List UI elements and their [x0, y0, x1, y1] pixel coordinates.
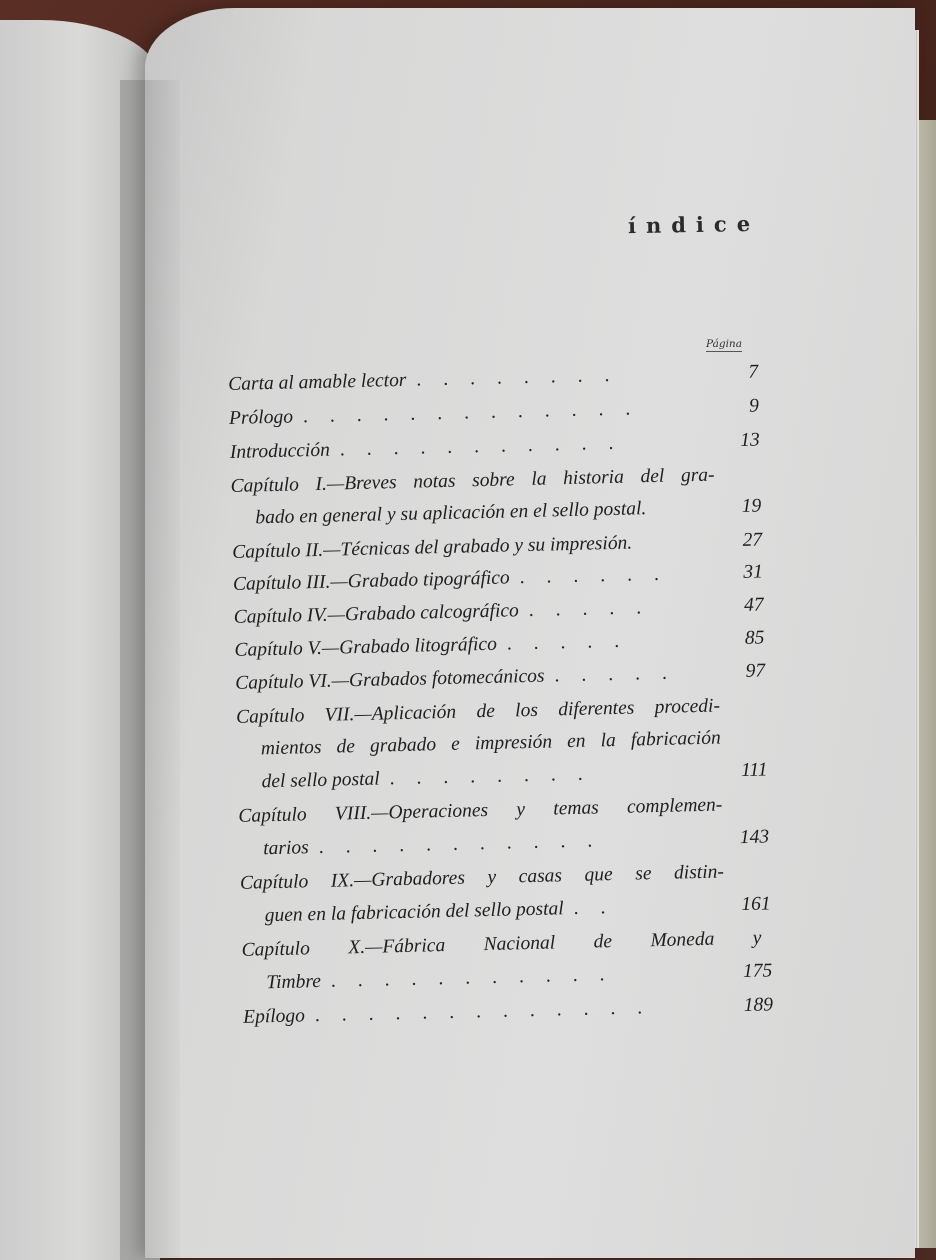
- toc-entry-text: Capítulo IX.—Grabadores y casas que se distin-: [239, 861, 725, 894]
- page-title: índice: [627, 210, 761, 239]
- toc-entry-page: 13: [739, 429, 760, 451]
- toc-entry-text: Capítulo V.—Grabado litográfico: [234, 633, 498, 661]
- toc-entry-text: Epílogo: [242, 1005, 306, 1028]
- leader-dots: [646, 512, 721, 514]
- toc-entry-page: 47: [743, 594, 764, 616]
- toc-entry-text: Capítulo I.—Breves notas sobre la historia del gra-: [230, 464, 715, 497]
- toc-entry-page: 143: [739, 826, 770, 849]
- toc-entry-text: guen en la fabricación del sello postal: [264, 898, 564, 927]
- page-column-label: Página: [706, 338, 742, 350]
- leader-dots: ........: [416, 364, 632, 391]
- leader-dots: ...........: [330, 963, 627, 992]
- toc-entry-page: 7: [748, 361, 759, 383]
- toc-entry-text: Capítulo VI.—Grabados fotomecánicos: [235, 665, 545, 694]
- leader-dots: ......: [519, 563, 682, 589]
- leader-dots: ...........: [318, 830, 615, 858]
- toc-entry-text: Carta al amable lector: [228, 369, 407, 395]
- toc-entry-page: 189: [743, 994, 774, 1017]
- toc-entry-text: Capítulo IV.—Grabado calcográfico: [233, 600, 519, 628]
- leader-dots: ..: [573, 896, 628, 920]
- toc-entry-page: 31: [743, 561, 764, 583]
- toc-entry-page: 175: [742, 960, 773, 983]
- toc-entry-page: 9: [748, 395, 760, 417]
- book-gutter: [120, 80, 180, 1260]
- toc-entry-text: Prólogo: [228, 406, 294, 429]
- leader-dots: .............: [314, 996, 665, 1027]
- toc-entry-text: mientos de grabado e impresión en la fabricación: [260, 727, 721, 760]
- toc-entry-text: Capítulo VII.—Aplicación de los diferentes procedi-: [235, 695, 721, 728]
- toc-entry-text: Capítulo II.—Técnicas del grabado y su impresión.: [231, 532, 633, 563]
- toc-entry-page: 27: [742, 529, 763, 551]
- toc-entry-page: 97: [745, 660, 766, 682]
- toc-entry-text: tarios: [262, 837, 309, 860]
- toc-entry-text: Capítulo X.—Fábrica Nacional de Moneda y: [241, 927, 762, 961]
- toc-entry-text: Introducción: [229, 439, 331, 463]
- toc-entry-page: 19: [741, 495, 762, 517]
- toc-entry-text: Capítulo VIII.—Operaciones y temas complemen-: [238, 794, 723, 827]
- toc-entry-text: Capítulo III.—Grabado tipográfico: [232, 567, 510, 595]
- toc-entry-text: Timbre: [266, 970, 322, 994]
- leader-dots: .....: [506, 630, 642, 655]
- toc-entry-text: bado en general y su aplicación en el sello postal.: [255, 498, 647, 529]
- leader-dots: .....: [528, 596, 664, 621]
- toc-entry-page: 161: [741, 893, 771, 916]
- toc-entry-text: del sello postal: [261, 768, 380, 793]
- leader-dots: .............: [302, 398, 653, 428]
- toc-entry-page: 85: [744, 627, 765, 649]
- leader-dots: .....: [554, 662, 690, 687]
- leader-dots: [632, 546, 722, 548]
- toc-entry-page: 111: [740, 759, 768, 782]
- leader-dots: ........: [389, 763, 605, 790]
- leader-dots: ...........: [339, 432, 636, 461]
